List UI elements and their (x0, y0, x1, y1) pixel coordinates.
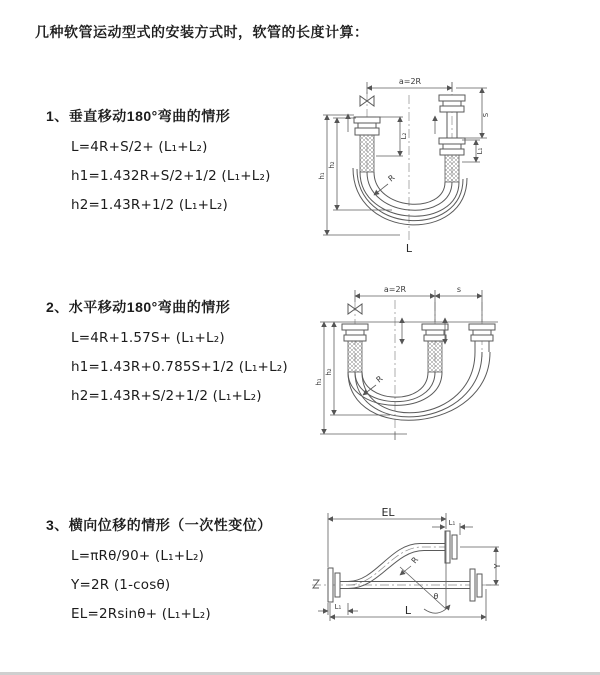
dim-h2-label: h₂ (325, 368, 333, 376)
section-horizontal-180-bend (46, 297, 346, 417)
dim-h1-label: h₁ (318, 172, 326, 180)
braided-hose-section (428, 341, 442, 372)
dim-span-label: a=2R (398, 77, 422, 86)
formula-h2: h2=1.43R+1/2 (L₁+L₂) (71, 197, 228, 213)
radius-label: R (386, 173, 397, 184)
dim-s-label: S (482, 112, 490, 118)
formula-h2: h2=1.43R+S/2+1/2 (L₁+L₂) (71, 388, 262, 404)
formula-Y: Y=2R (1-cosθ) (71, 577, 171, 593)
dim-h2-label: h₂ (328, 161, 336, 169)
braided-hose-section (360, 135, 374, 172)
dim-el-label: EL (381, 506, 395, 519)
angle-label: θ (433, 592, 439, 601)
dimensions (318, 506, 502, 621)
formula-L: L=πRθ/90+ (L₁+L₂) (71, 548, 205, 564)
dim-h1-label: h₁ (315, 378, 323, 386)
dim-l1-bottom-label: L₁ (334, 603, 342, 611)
braided-hose-section (348, 341, 362, 372)
diagram-vertical-180-bend (310, 70, 600, 255)
dim-l1-label: L₁ (476, 147, 484, 155)
length-label: L (405, 242, 413, 255)
radius-label: R (409, 555, 421, 566)
section-vertical-180-bend (46, 106, 346, 226)
section-3-heading: 3、横向位移的情形（一次性变位） (46, 517, 272, 533)
dim-l2-label: L₂ (400, 132, 408, 140)
section-2-heading: 2、水平移动180°弯曲的情形 (46, 299, 231, 315)
dim-y-label: Y (493, 563, 502, 569)
formula-EL: EL=2Rsinθ+ (L₁+L₂) (71, 606, 211, 622)
braided-hose-section (445, 155, 459, 182)
formula-L: L=4R+1.57S+ (L₁+L₂) (71, 330, 225, 346)
page-title: 几种软管运动型式的安装方式时，软管的长度计算： (35, 24, 369, 40)
dim-span-label: a=2R (383, 285, 407, 294)
diagram-horizontal-180-bend (312, 282, 600, 457)
dimensions (318, 77, 490, 255)
formula-h1: h1=1.43R+0.785S+1/2 (L₁+L₂) (71, 359, 288, 375)
hose-assembly (320, 300, 498, 440)
radius-label: R (374, 374, 385, 385)
dim-s-label: s (456, 285, 462, 294)
dim-l-label: L (404, 604, 412, 617)
centerline-break-icon (313, 580, 319, 588)
dim-l1-top-label: L₁ (448, 519, 456, 527)
formula-h1: h1=1.432R+S/2+1/2 (L₁+L₂) (71, 168, 271, 184)
diagram-lateral-displacement (300, 505, 600, 655)
section-1-heading: 1、垂直移动180°弯曲的情形 (46, 108, 231, 124)
hose-assembly (353, 82, 467, 242)
formula-L: L=4R+S/2+ (L₁+L₂) (71, 139, 208, 155)
